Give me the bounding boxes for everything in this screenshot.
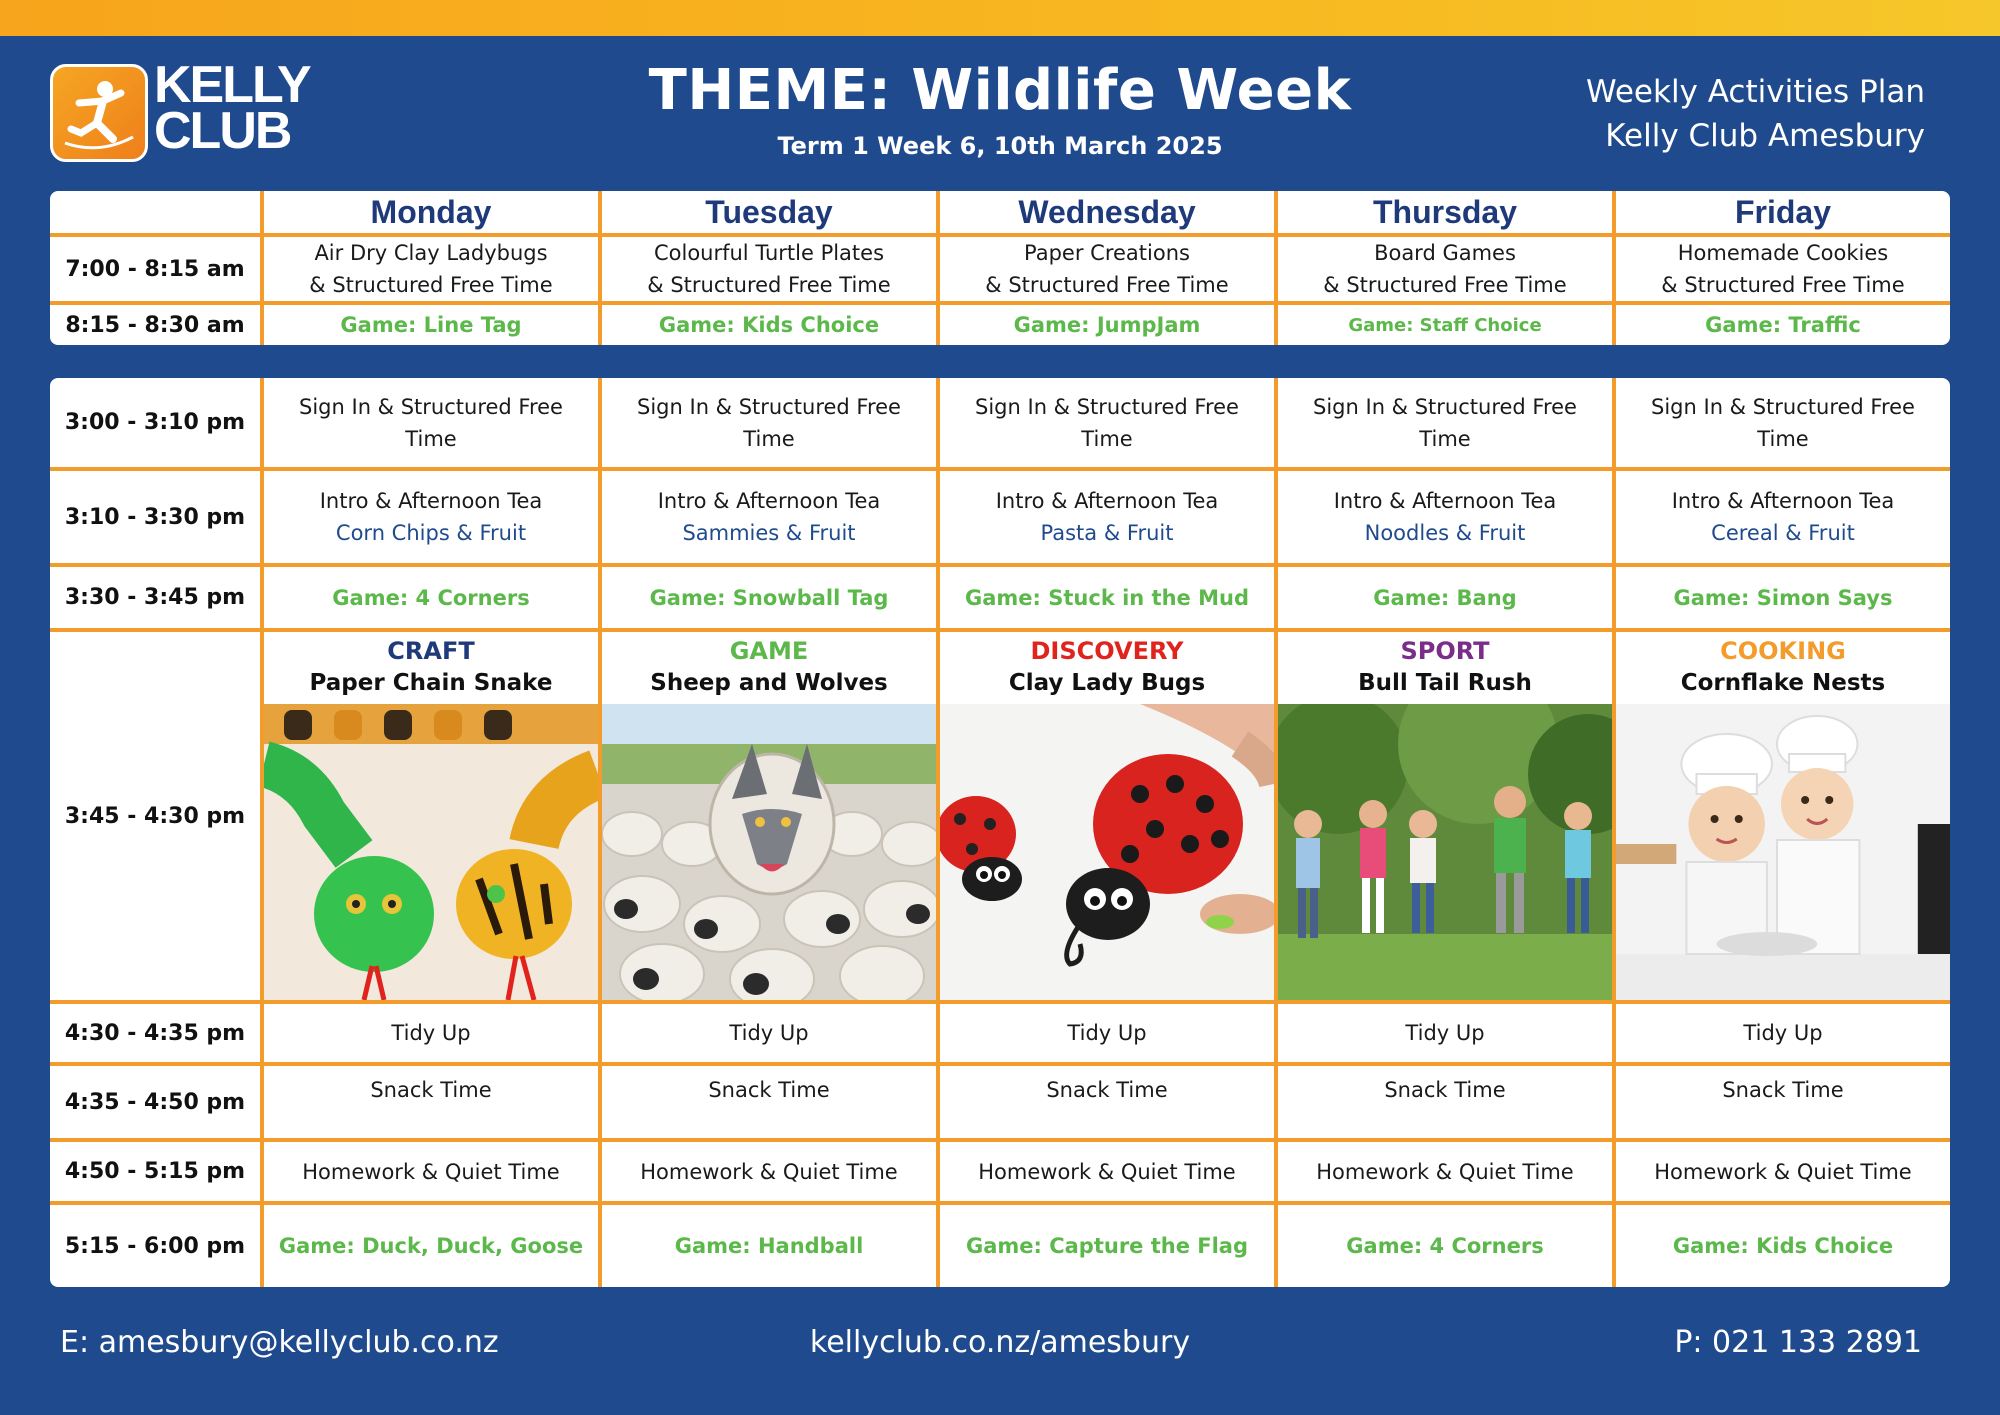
page-header	[600, 58, 1400, 160]
tea-cell-wednesday	[938, 469, 1276, 565]
homework-cell-tuesday: Homework & Quiet Time	[600, 1140, 938, 1203]
time-slot: 3:10 - 3:30 pm	[50, 469, 262, 565]
main-activity-row	[50, 630, 1950, 1002]
top-accent-stripe	[0, 0, 2000, 36]
sign-in-cell-friday	[1614, 378, 1950, 469]
sign-in-text-cont: Time	[405, 426, 457, 451]
tea-cell-friday	[1614, 469, 1950, 565]
tidy-cell-tuesday: Tidy Up	[600, 1002, 938, 1064]
game-cell-tuesday: Game: Handball	[600, 1203, 938, 1287]
tidy-cell-monday: Tidy Up	[262, 1002, 600, 1064]
activity-category: CRAFT	[387, 637, 475, 665]
activity-name: Air Dry Clay Ladybugs	[314, 241, 548, 265]
game-cell-friday: Game: Simon Says	[1614, 565, 1950, 630]
game-cell-wednesday: Game: JumpJam	[938, 303, 1276, 345]
time-slot: 4:50 - 5:15 pm	[50, 1140, 262, 1203]
morning-activity-row	[50, 235, 1950, 303]
day-header-monday: Monday	[262, 191, 600, 235]
game-row-afternoon	[50, 565, 1950, 630]
time-slot: 4:30 - 4:35 pm	[50, 1002, 262, 1064]
sign-in-cell-tuesday	[600, 378, 938, 469]
tea-label: Intro & Afternoon Tea	[995, 489, 1219, 513]
sign-in-row	[50, 378, 1950, 469]
tea-food: Cereal & Fruit	[1711, 521, 1855, 545]
sign-in-cell-thursday	[1276, 378, 1614, 469]
logo-word-club: CLUB	[154, 102, 291, 160]
game-cell-monday: Game: 4 Corners	[262, 565, 600, 630]
homework-cell-monday: Homework & Quiet Time	[262, 1140, 600, 1203]
activity-suffix: & Structured Free Time	[647, 273, 891, 297]
day-header-tuesday: Tuesday	[600, 191, 938, 235]
tea-food: Noodles & Fruit	[1364, 521, 1526, 545]
time-slot: 3:30 - 3:45 pm	[50, 565, 262, 630]
homework-cell-friday: Homework & Quiet Time	[1614, 1140, 1950, 1203]
time-slot: 3:00 - 3:10 pm	[50, 378, 262, 469]
activity-suffix: & Structured Free Time	[985, 273, 1229, 297]
sign-in-text-cont: Time	[1419, 426, 1471, 451]
footer-phone[interactable]: P: 021 133 2891	[1674, 1325, 1922, 1360]
sign-in-text: Sign In & Structured Free	[299, 394, 563, 419]
tea-food: Sammies & Fruit	[682, 521, 856, 545]
game-cell-thursday: Game: 4 Corners	[1276, 1203, 1614, 1287]
footer-email[interactable]: E: amesbury@kellyclub.co.nz	[60, 1325, 499, 1360]
sign-in-cell-wednesday	[938, 378, 1276, 469]
tidy-cell-thursday: Tidy Up	[1276, 1002, 1614, 1064]
homework-cell-wednesday: Homework & Quiet Time	[938, 1140, 1276, 1203]
game-cell-thursday: Game: Bang	[1276, 565, 1614, 630]
sign-in-text: Sign In & Structured Free	[975, 394, 1239, 419]
logo-word-kelly: KELLY	[154, 56, 310, 114]
game-cell-friday: Game: Kids Choice	[1614, 1203, 1950, 1287]
sign-in-text-cont: Time	[743, 426, 795, 451]
tidy-cell-wednesday: Tidy Up	[938, 1002, 1276, 1064]
day-header-row	[50, 191, 1950, 235]
activity-suffix: & Structured Free Time	[1323, 273, 1567, 297]
corner-cell	[50, 191, 262, 235]
snack-row	[50, 1064, 1950, 1140]
time-slot: 5:15 - 6:00 pm	[50, 1203, 262, 1287]
game-cell-tuesday: Game: Kids Choice	[600, 303, 938, 345]
morning-game-row	[50, 303, 1950, 345]
activity-cell-friday	[1614, 235, 1950, 303]
activity-friday	[1614, 630, 1950, 1002]
activity-cell-tuesday	[600, 235, 938, 303]
day-header-wednesday: Wednesday	[938, 191, 1276, 235]
children-running-image	[1278, 704, 1612, 1000]
sign-in-text-cont: Time	[1081, 426, 1133, 451]
kids-chefs-image	[1616, 704, 1950, 1000]
activity-name: Homemade Cookies	[1677, 241, 1889, 265]
footer-website[interactable]: kellyclub.co.nz/amesbury	[809, 1325, 1191, 1360]
snack-cell-wednesday: Snack Time	[938, 1064, 1276, 1140]
club-name: Kelly Club Amesbury	[1605, 118, 1925, 154]
activity-category: DISCOVERY	[1030, 637, 1184, 665]
homework-cell-thursday: Homework & Quiet Time	[1276, 1140, 1614, 1203]
tea-label: Intro & Afternoon Tea	[657, 489, 881, 513]
sign-in-text-cont: Time	[1757, 426, 1809, 451]
tea-label: Intro & Afternoon Tea	[1333, 489, 1557, 513]
time-slot: 7:00 - 8:15 am	[50, 235, 262, 303]
tea-cell-monday	[262, 469, 600, 565]
activity-category: COOKING	[1720, 637, 1846, 665]
tidy-up-row	[50, 1002, 1950, 1064]
sign-in-text: Sign In & Structured Free	[637, 394, 901, 419]
morning-schedule-table	[50, 191, 1950, 345]
sign-in-text: Sign In & Structured Free	[1313, 394, 1577, 419]
activity-title: Bull Tail Rush	[1358, 670, 1532, 696]
snack-cell-monday: Snack Time	[262, 1064, 600, 1140]
tea-cell-thursday	[1276, 469, 1614, 565]
plan-info	[1586, 70, 1925, 158]
wolf-among-sheep-image	[602, 704, 936, 1000]
activity-cell-thursday	[1276, 235, 1614, 303]
running-child-icon	[50, 64, 148, 162]
snack-cell-friday: Snack Time	[1614, 1064, 1950, 1140]
page-subtitle: Term 1 Week 6, 10th March 2025	[777, 132, 1223, 160]
activity-title: Clay Lady Bugs	[1008, 670, 1206, 696]
time-slot: 4:35 - 4:50 pm	[50, 1064, 262, 1140]
game-cell-wednesday: Game: Stuck in the Mud	[938, 565, 1276, 630]
activity-name: Board Games	[1374, 241, 1516, 265]
activity-suffix: & Structured Free Time	[1661, 273, 1905, 297]
activity-name: Colourful Turtle Plates	[653, 241, 885, 265]
final-game-row	[50, 1203, 1950, 1287]
tea-food: Corn Chips & Fruit	[335, 521, 527, 545]
tea-label: Intro & Afternoon Tea	[1671, 489, 1895, 513]
afternoon-tea-row	[50, 469, 1950, 565]
game-cell-wednesday: Game: Capture the Flag	[938, 1203, 1276, 1287]
clay-ladybugs-image	[940, 704, 1274, 1000]
tea-food: Pasta & Fruit	[1040, 521, 1174, 545]
snack-cell-tuesday: Snack Time	[600, 1064, 938, 1140]
activity-name: Paper Creations	[1024, 241, 1190, 265]
game-cell-thursday: Game: Staff Choice	[1276, 303, 1614, 345]
activity-suffix: & Structured Free Time	[309, 273, 553, 297]
afternoon-schedule-table	[50, 378, 1950, 1287]
time-slot: 3:45 - 4:30 pm	[50, 630, 262, 1002]
kelly-club-logo[interactable]	[50, 56, 310, 162]
activity-cell-wednesday	[938, 235, 1276, 303]
sign-in-cell-monday	[262, 378, 600, 469]
activity-thursday	[1276, 630, 1614, 1002]
day-header-thursday: Thursday	[1276, 191, 1614, 235]
activity-cell-monday	[262, 235, 600, 303]
plan-type: Weekly Activities Plan	[1586, 74, 1925, 110]
activity-title: Cornflake Nests	[1680, 670, 1886, 696]
snack-cell-thursday: Snack Time	[1276, 1064, 1614, 1140]
activity-category: SPORT	[1400, 637, 1490, 665]
activity-tuesday	[600, 630, 938, 1002]
tea-label: Intro & Afternoon Tea	[319, 489, 543, 513]
time-slot: 8:15 - 8:30 am	[50, 303, 262, 345]
activity-monday	[262, 630, 600, 1002]
game-cell-tuesday: Game: Snowball Tag	[600, 565, 938, 630]
activity-title: Paper Chain Snake	[309, 670, 553, 696]
day-header-friday: Friday	[1614, 191, 1950, 235]
game-cell-monday: Game: Duck, Duck, Goose	[262, 1203, 600, 1287]
tidy-cell-friday: Tidy Up	[1614, 1002, 1950, 1064]
activity-category: GAME	[729, 637, 809, 665]
sign-in-text: Sign In & Structured Free	[1651, 394, 1915, 419]
tea-cell-tuesday	[600, 469, 938, 565]
activity-title: Sheep and Wolves	[650, 670, 888, 696]
page-title: THEME: Wildlife Week	[648, 58, 1352, 123]
game-cell-friday: Game: Traffic	[1614, 303, 1950, 345]
activity-wednesday	[938, 630, 1276, 1002]
homework-row	[50, 1140, 1950, 1203]
paper-chain-snakes-image	[264, 704, 598, 1000]
game-cell-monday: Game: Line Tag	[262, 303, 600, 345]
